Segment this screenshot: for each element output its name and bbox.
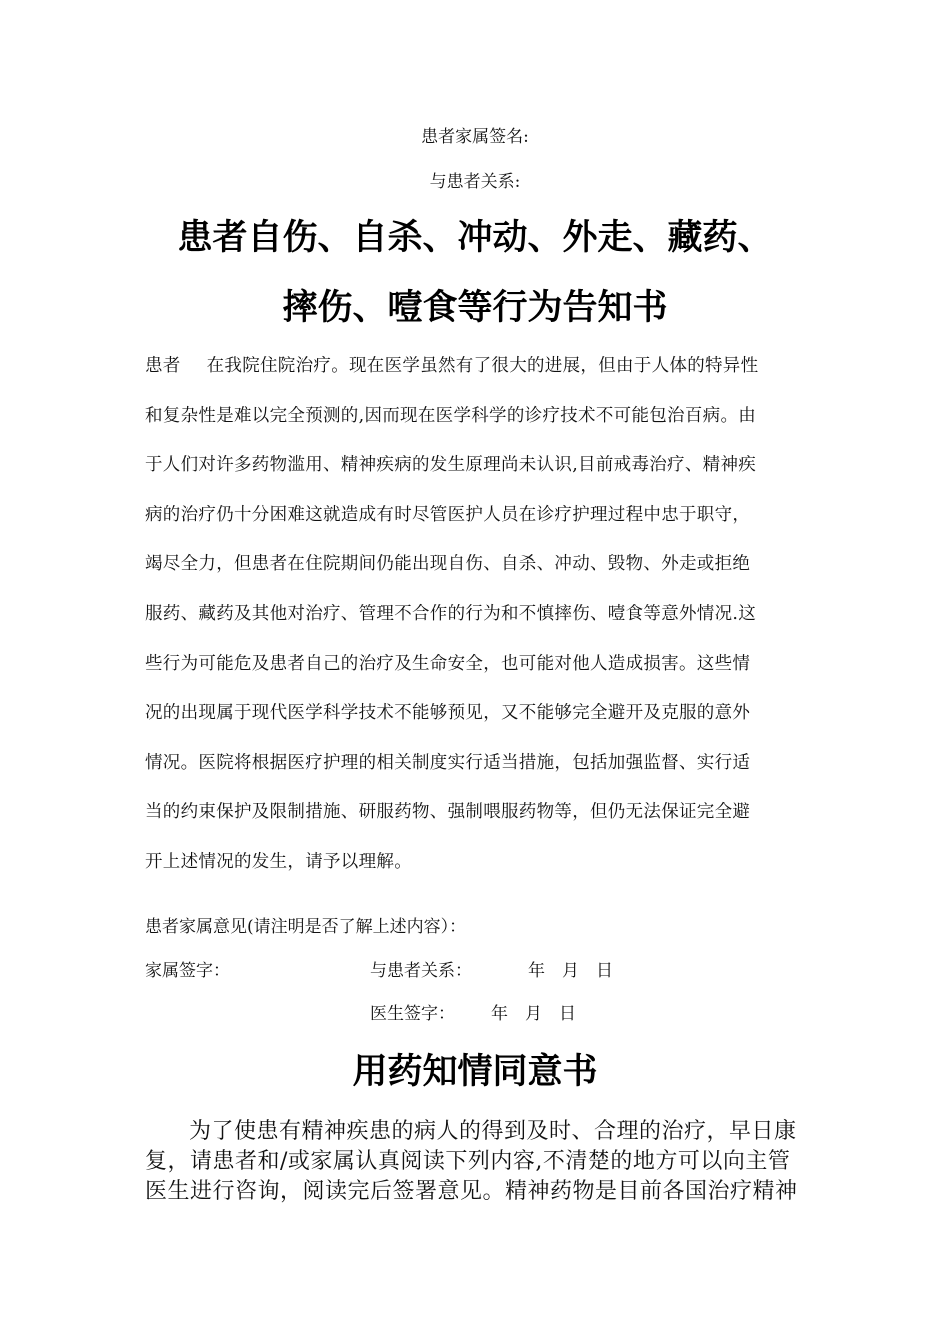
relation-field-label: 与患者关系：	[370, 961, 472, 981]
family-date-label: 年 月 日	[528, 961, 613, 981]
notice-line: 情况。医院将根据医疗护理的相关制度实行适当措施，包括加强监督、实行适	[145, 752, 751, 773]
notice-line: 病的治疗仍十分困难这就造成有时尽管医护人员在诊疗护理过程中忠于职守，	[145, 504, 751, 525]
patient-label: 患者	[145, 356, 181, 376]
consent-line: 为了使患有精神疾患的病人的得到及时、合理的治疗，早日康	[189, 1119, 797, 1144]
doctor-sign-label: 医生签字：	[370, 1004, 455, 1024]
notice-line: 和复杂性是难以完全预测的,因而现在医学科学的诊疗技术不可能包治百病。由	[145, 405, 757, 426]
notice-line-text: 在我院住院治疗。现在医学虽然有了很大的进展，但由于人体的特异性	[206, 356, 759, 376]
consent-line: 医生进行咨询，阅读完后签署意见。精神药物是目前各国治疗精神	[145, 1179, 798, 1204]
consent-body	[145, 1117, 810, 1207]
notice-title-line2: 摔伤、噎食等行为告知书	[282, 288, 668, 328]
notice-line: 况的出现属于现代医学科学技术不能够预见，又不能够完全避开及克服的意外	[145, 703, 751, 724]
notice-line	[145, 342, 810, 392]
notice-line: 服药、藏药及其他对治疗、管理不合作的行为和不慎摔伤、噎食等意外情况.这	[145, 603, 757, 624]
notice-title-line1: 患者自伤、自杀、冲动、外走、藏药、	[177, 218, 773, 258]
family-opinion-label: 患者家属意见(请注明是否了解上述内容）：	[145, 917, 467, 937]
consent-title: 用药知情同意书	[352, 1052, 598, 1092]
notice-line: 当的约束保护及限制措施、研服药物、强制喂服药物等，但仍无法保证完全避	[145, 802, 751, 823]
notice-line: 些行为可能危及患者自己的治疗及生命安全，也可能对他人造成损害。这些情	[145, 653, 751, 674]
family-sign-label: 家属签字：	[145, 961, 230, 981]
family-signature-label: 患者家属签名:	[421, 127, 529, 147]
notice-line: 于人们对许多药物滥用、精神疾病的发生原理尚未认识,目前戒毒治疗、精神疾	[145, 455, 757, 476]
notice-line: 竭尽全力，但患者在住院期间仍能出现自伤、自杀、冲动、毁物、外走或拒绝	[145, 554, 751, 575]
doctor-date-label: 年 月 日	[491, 1004, 576, 1024]
relation-label: 与患者关系:	[429, 172, 521, 192]
notice-line: 开上述情况的发生，请予以理解。	[145, 851, 412, 872]
notice-body	[145, 342, 810, 888]
consent-line: 复，请患者和/或家属认真阅读下列内容,不清楚的地方可以向主管	[145, 1149, 791, 1174]
